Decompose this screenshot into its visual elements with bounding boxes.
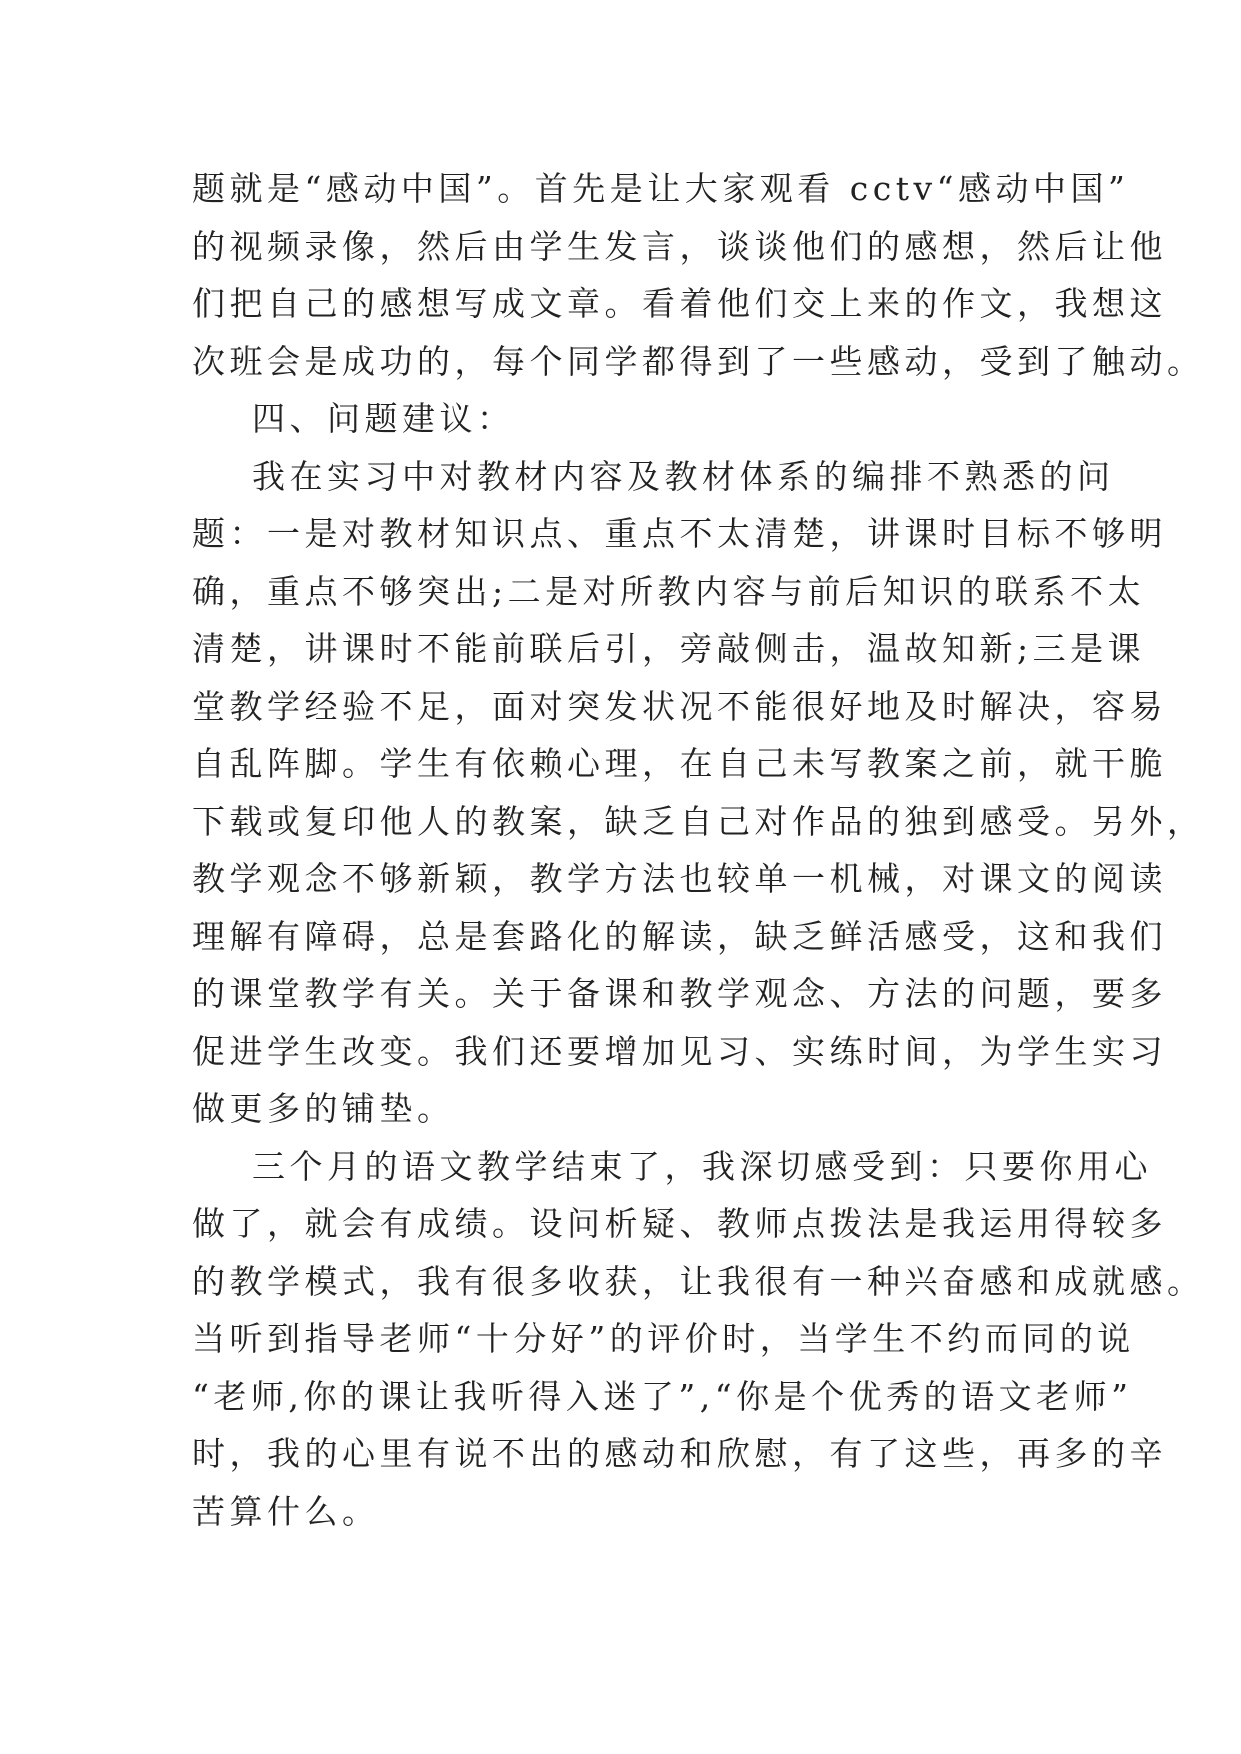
- text-line: 的课堂教学有关。关于备课和教学观念、方法的问题，要多: [192, 974, 1167, 1013]
- text-line: 苦算什么。: [192, 1491, 380, 1531]
- text-line: 促进学生改变。我们还要增加见习、实练时间，为学生实习: [192, 1031, 1167, 1071]
- text-line: 的视频录像，然后由学生发言，谈谈他们的感想，然后让他: [192, 226, 1167, 266]
- text-line: 次班会是成功的，每个同学都得到了一些感动，受到了触动。: [192, 341, 1205, 381]
- text-line: 的教学模式，我有很多收获，让我很有一种兴奋感和成就感。: [192, 1261, 1205, 1301]
- text-line: “老师,你的课让我听得入迷了”,“你是个优秀的语文老师”: [192, 1376, 1133, 1416]
- text-line: 做了，就会有成绩。设问析疑、教师点拨法是我运用得较多: [192, 1204, 1167, 1243]
- section-heading-problems-suggestions: [192, 390, 1060, 448]
- text-line: 时，我的心里有说不出的感动和欣慰，有了这些，再多的辛: [192, 1434, 1167, 1473]
- text-line: 题：一是对教材知识点、重点不太清楚，讲课时目标不够明: [192, 514, 1167, 553]
- text-line: 题就是“感动中国”。首先是让大家观看 cctv“感动中国”: [192, 169, 1130, 208]
- text-line: 堂教学经验不足，面对突发状况不能很好地及时解决，容易: [192, 686, 1167, 726]
- document-body: [192, 160, 1205, 1540]
- text-line: 三个月的语文教学结束了，我深切感受到：只要你用心: [252, 1146, 1152, 1186]
- text-line: 四、问题建议：: [252, 399, 515, 438]
- text-line: 当听到指导老师“十分好”的评价时，当学生不约而同的说: [192, 1319, 1135, 1358]
- text-line: 理解有障碍，总是套路化的解读，缺乏鲜活感受，这和我们: [192, 916, 1167, 956]
- text-line: 自乱阵脚。学生有依赖心理，在自己未写教案之前，就干脆: [192, 744, 1167, 783]
- paragraph-problems: [192, 448, 1205, 1138]
- text-line: 教学观念不够新颖，教学方法也较单一机械，对课文的阅读: [192, 859, 1167, 898]
- text-line: 确，重点不够突出;二是对所教内容与前后知识的联系不太: [192, 571, 1146, 611]
- text-line: 我在实习中对教材内容及教材体系的编排不熟悉的问: [252, 456, 1115, 496]
- paragraph-conclusion: [192, 1138, 1205, 1541]
- paragraph-class-meeting: [192, 160, 1205, 390]
- text-line: 们把自己的感想写成文章。看着他们交上来的作文，我想这: [192, 284, 1167, 323]
- text-line: 清楚，讲课时不能前联后引，旁敲侧击，温故知新;三是课: [192, 629, 1146, 668]
- text-line: 下载或复印他人的教案，缺乏自己对作品的独到感受。另外，: [192, 801, 1205, 841]
- text-line: 做更多的铺垫。: [192, 1089, 455, 1128]
